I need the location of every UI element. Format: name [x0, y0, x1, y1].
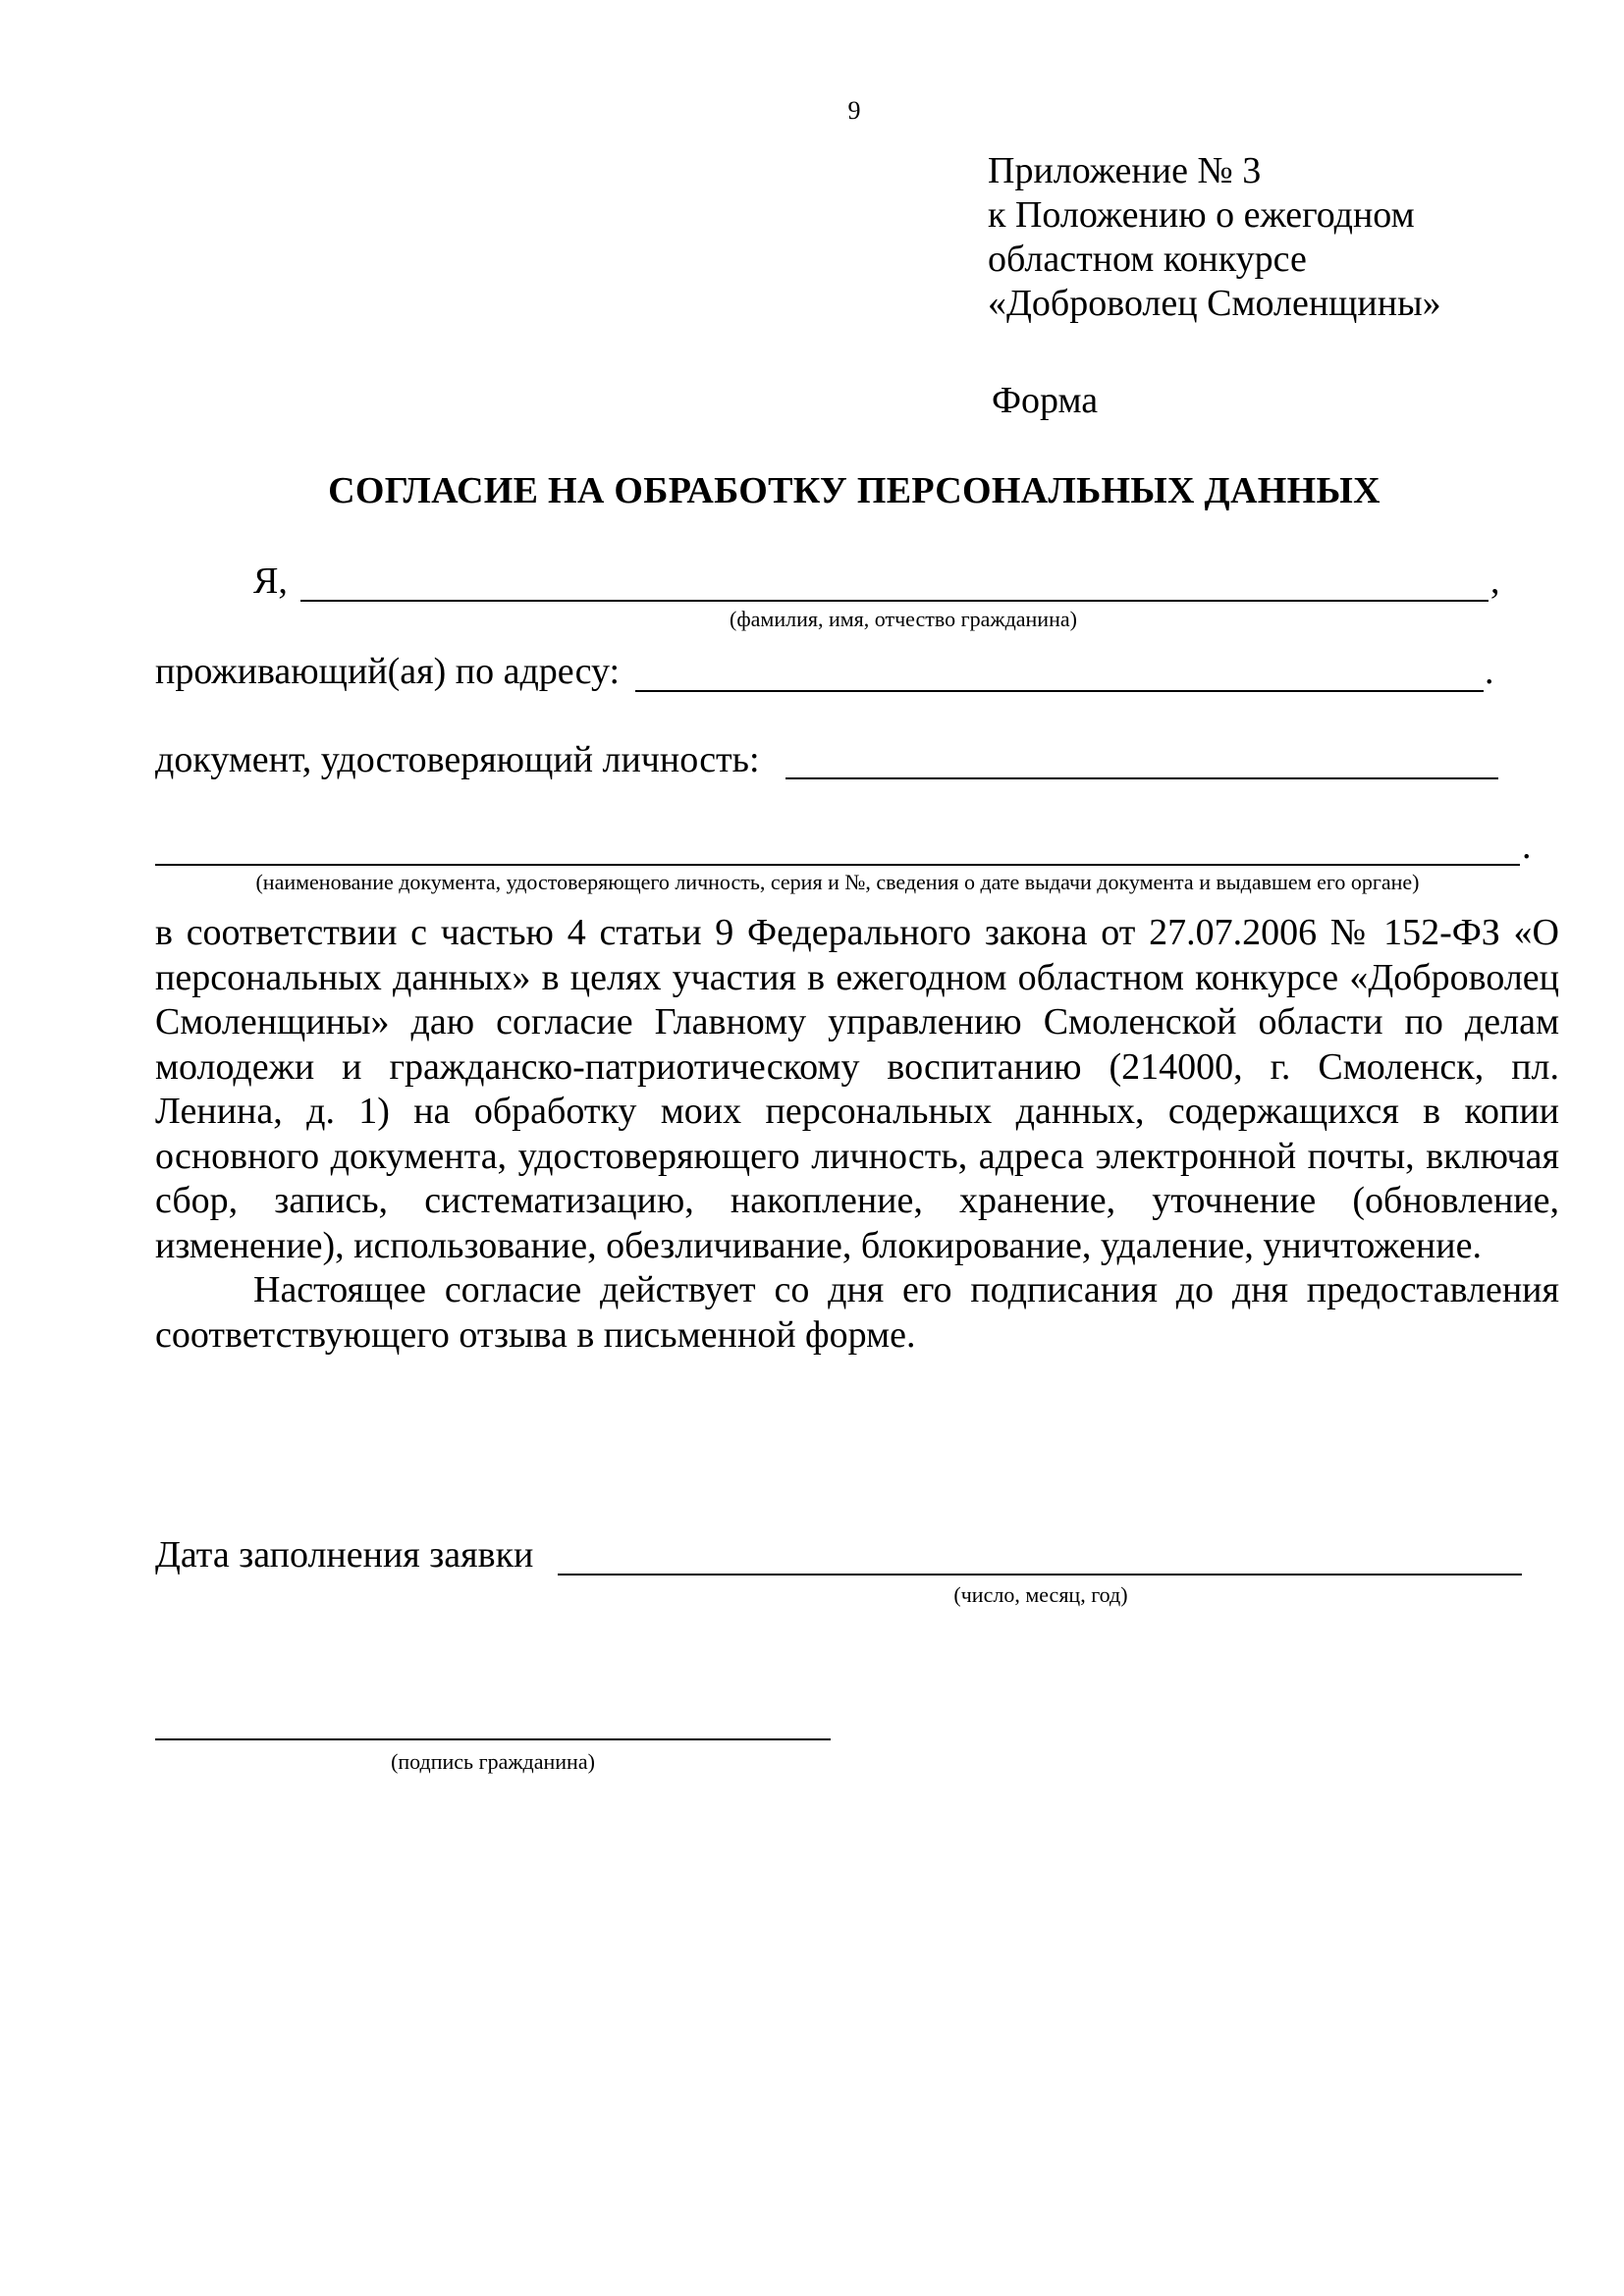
signature-line[interactable]: [155, 1738, 831, 1740]
signature-hint: (подпись гражданина): [391, 1749, 595, 1774]
date-hint: (число, месяц, год): [953, 1582, 1128, 1607]
consent-body: [155, 911, 1559, 1358]
address-label: проживающий(ая) по адресу:: [155, 651, 621, 692]
document-title: СОГЛАСИЕ НА ОБРАБОТКУ ПЕРСОНАЛЬНЫХ ДАННЫХ: [328, 470, 1380, 511]
date-input-line[interactable]: [558, 1574, 1522, 1575]
validity-paragraph: Настоящее согласие действует со дня его подписания до дня предоставления соответствующего отзыва в письменной форме.: [155, 1269, 1559, 1356]
document-details-hint: (наименование документа, удостоверяющего личность, серия и №, сведения о дате выдачи документа и выдавшем его органе): [255, 870, 1420, 894]
document-input-line[interactable]: [785, 777, 1498, 779]
appendix-line: «Доброволец Смоленщины»: [988, 283, 1441, 324]
date-label: Дата заполнения заявки: [155, 1534, 534, 1575]
document-details-input-line[interactable]: [155, 864, 1520, 866]
name-prefix: Я,: [253, 561, 288, 602]
form-label: Форма: [992, 380, 1099, 421]
address-input-line[interactable]: [635, 690, 1484, 692]
name-hint: (фамилия, имя, отчество гражданина): [730, 607, 1077, 631]
page-number: 9: [847, 96, 861, 125]
appendix-line: Приложение № 3: [988, 150, 1262, 191]
appendix-line: областном конкурсе: [988, 239, 1307, 280]
appendix-header: [988, 149, 1441, 326]
address-suffix: .: [1485, 651, 1494, 692]
name-input-line[interactable]: [300, 600, 1489, 602]
appendix-line: к Положению о ежегодном: [988, 194, 1415, 236]
document-label: документ, удостоверяющий личность:: [155, 739, 760, 780]
document-details-suffix: .: [1522, 826, 1532, 867]
consent-paragraph: в соответствии с частью 4 статьи 9 Федерального закона от 27.07.2006 № 152-ФЗ «О персональных данных» в целях участия в ежегодном областном конкурсе «Доброволец Смоленщины» даю согласие Главному управлению Смоленской области по делам молодежи и гражданско-патриотическому воспитанию (214000, г. Смоленск, пл. Ленина, д. 1) на обработку моих персональных данных, содержащихся в копии основного документа, удостоверяющего личность, адреса электронной почты, включая сбор, запись, систематизацию, накопление, хранение, уточнение (обновление, изменение), использование, обезличивание, блокирование, удаление, уничтожение.: [155, 912, 1559, 1266]
name-suffix: ,: [1490, 561, 1500, 602]
